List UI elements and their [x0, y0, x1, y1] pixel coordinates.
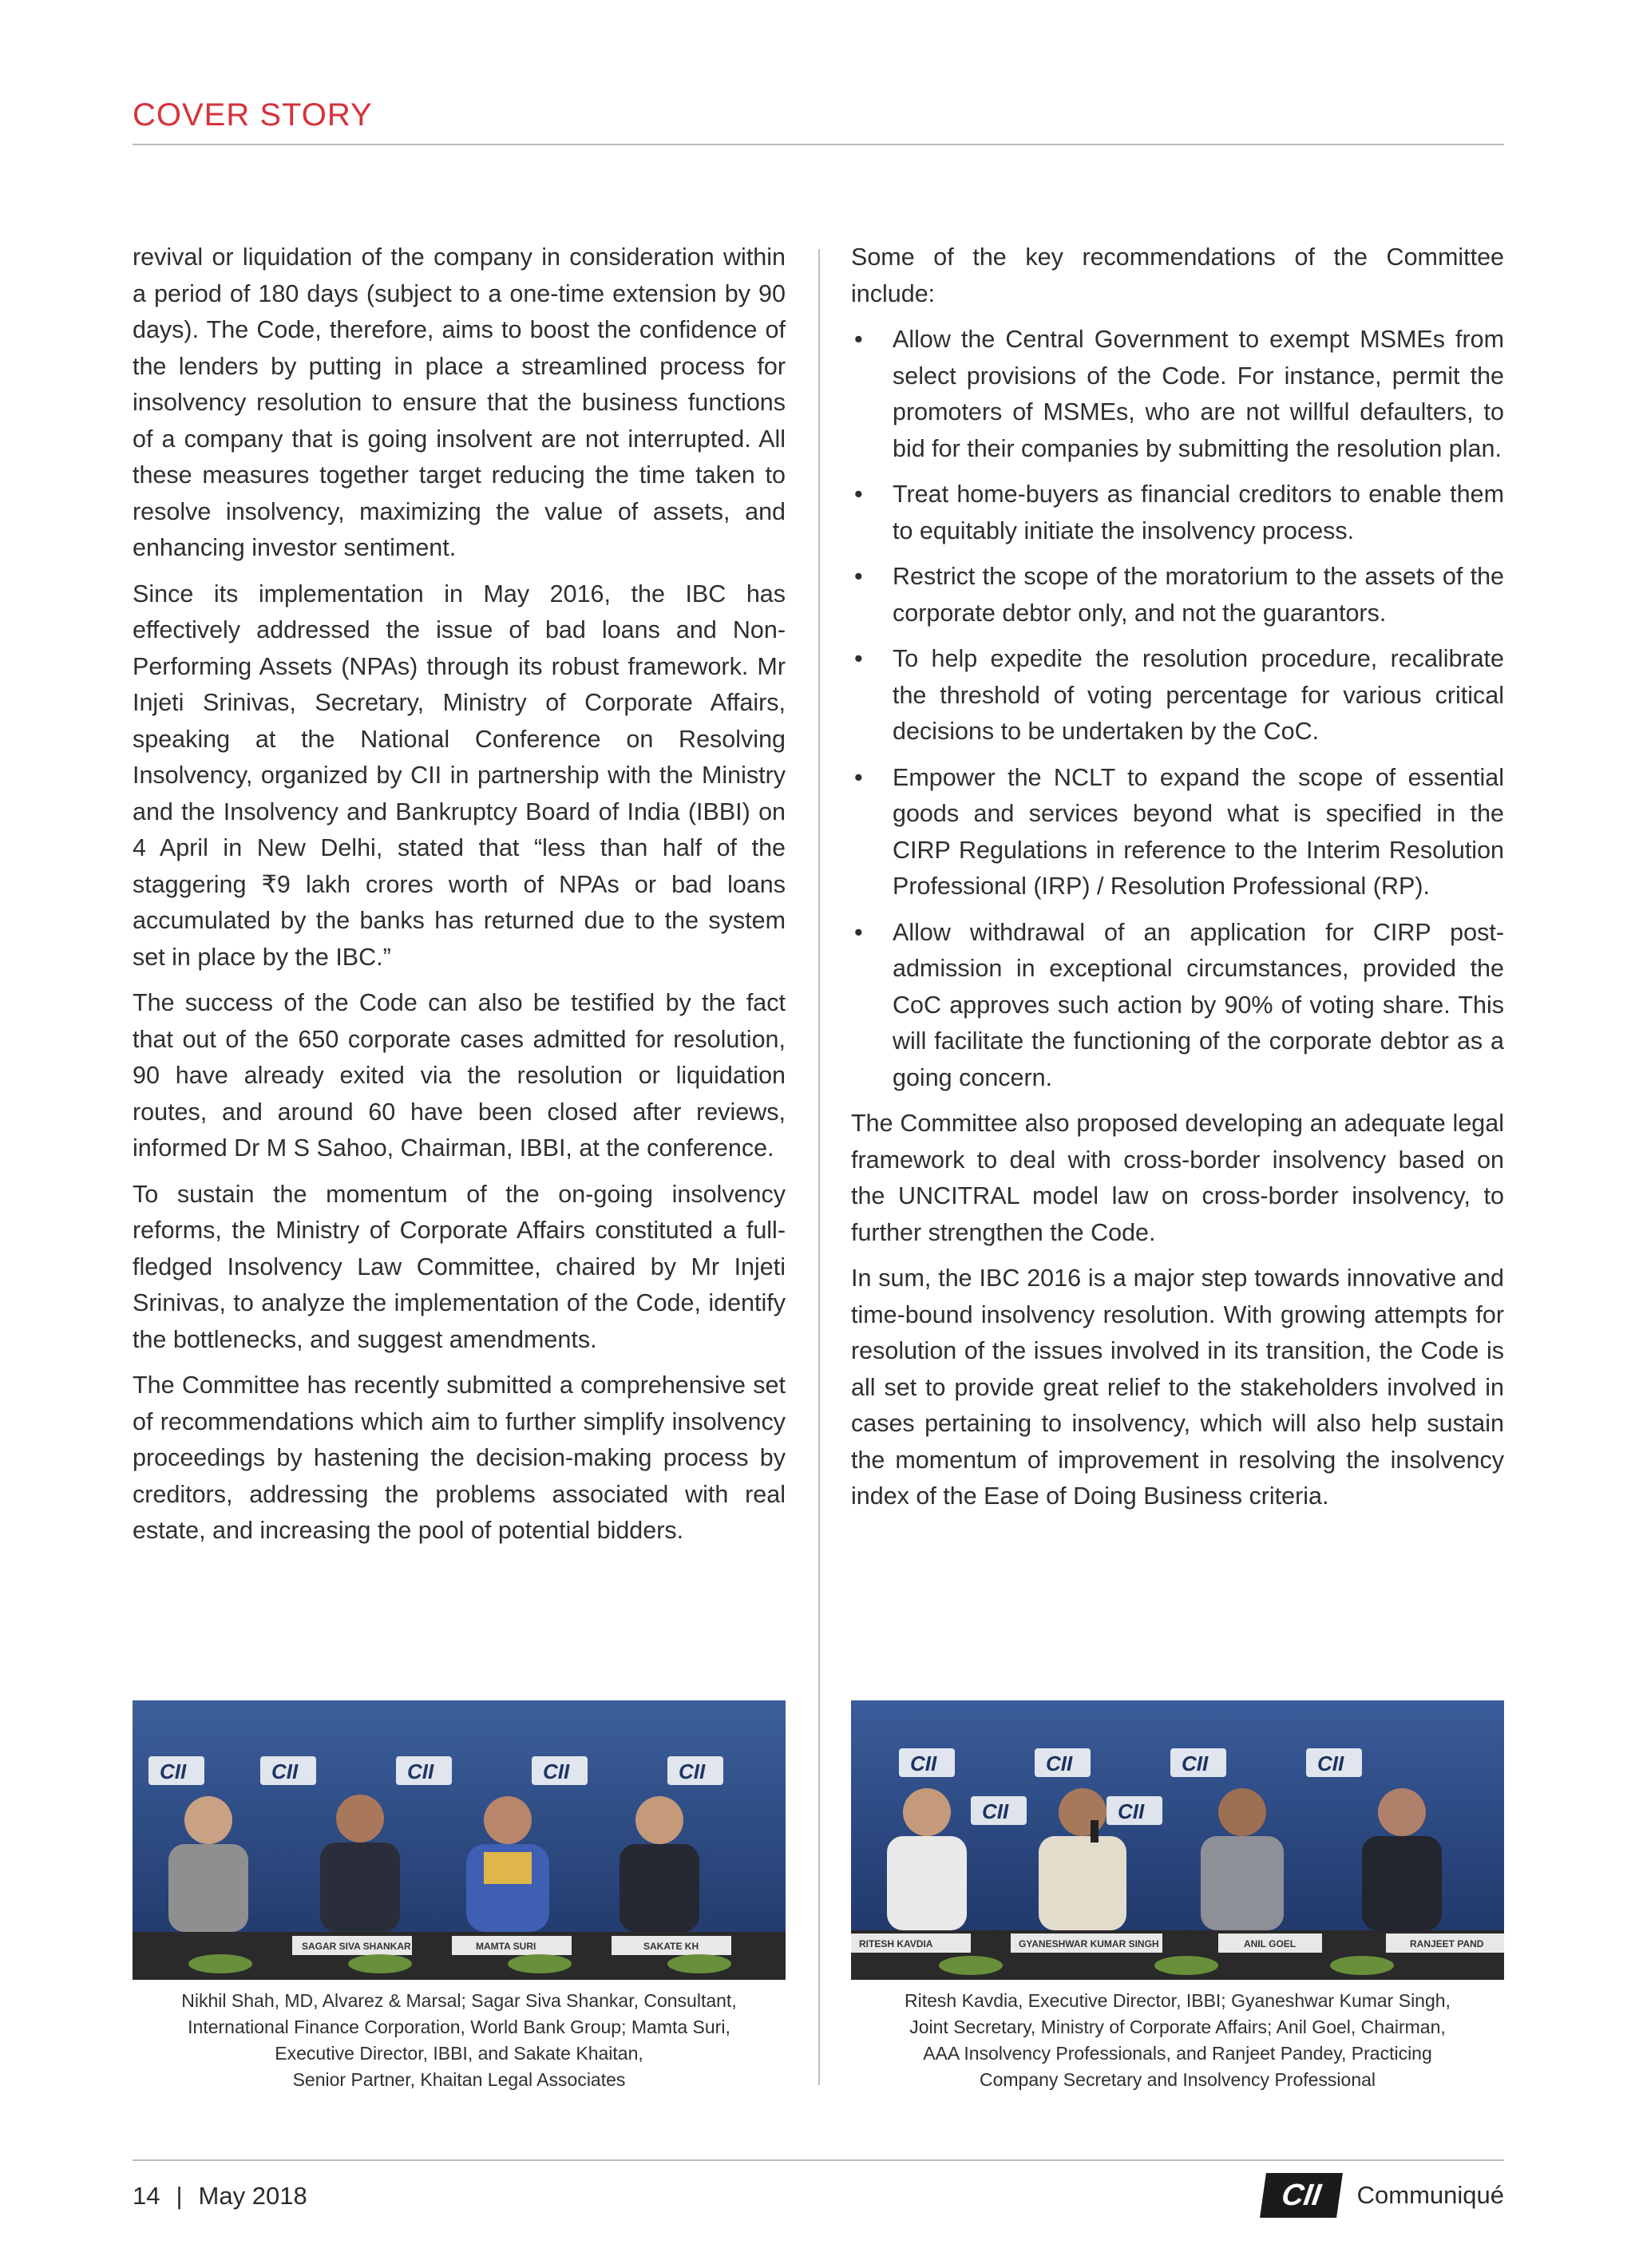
bullet-icon: •	[854, 645, 863, 672]
footer-page-info	[133, 2182, 307, 2211]
backdrop-logo: CII	[407, 1759, 434, 1783]
footer-brand	[1263, 2173, 1504, 2218]
footer-separator: |	[176, 2182, 183, 2210]
paragraph: The Committee also proposed developing an adequate legal framework to deal with cross-border insolvency based on the UNCITRAL model law on cross-border insolvency, to further strengthen the Code.	[851, 1110, 1504, 1246]
backdrop-logo: CII	[543, 1759, 570, 1783]
nameplate: GYANESHWAR KUMAR SINGH	[1019, 1938, 1159, 1949]
list-item	[851, 641, 1504, 750]
list-item-text: Allow the Central Government to exempt MSMEs from select provisions of the Code. For instance, permit the promoters of MSMEs, who are not willful defaulters, to bid for their companies by submitting the resolution plan.	[893, 326, 1504, 462]
backdrop-logo: CII	[679, 1759, 706, 1783]
bullet-icon: •	[854, 563, 863, 590]
list-item	[851, 477, 1504, 549]
backdrop-logo: CII	[1118, 1799, 1145, 1823]
panel-photo-right	[851, 1700, 1504, 1980]
paragraph: In sum, the IBC 2016 is a major step towards innovative and time-bound insolvency resolution. With growing attempts for resolution of the issues involved in its transition, the Code is all set to provide great relief to the stakeholders involved in cases pertaining to insolvency, which will also help sustain the momentum of improvement in resolving the insolvency index of the Ease of Doing Business criteria.	[851, 1265, 1504, 1510]
nameplate: SAKATE KH	[643, 1941, 699, 1952]
caption-line: Company Secretary and Insolvency Professional	[979, 2069, 1376, 2090]
issue-date: May 2018	[198, 2182, 307, 2210]
bullet-icon: •	[854, 763, 863, 791]
header-rule	[133, 144, 1504, 145]
backdrop-logo: CII	[982, 1799, 1009, 1823]
panel-photo-left-illustration	[133, 1700, 786, 1980]
backdrop-logo: CII	[1317, 1751, 1344, 1775]
paragraph: The success of the Code can also be testified by the fact that out of the 650 corporate cases admitted for resolution, 90 have already exited via the resolution or liquidation routes, and around 60 have been closed after reviews, informed Dr M S Sahoo, Chairman, IBBI, at the conference.	[133, 989, 786, 1162]
list-item-text: Treat home-buyers as financial creditors to enable them to equitably initiate the insolvency process.	[893, 481, 1504, 544]
photo-caption-left	[133, 1988, 786, 2093]
caption-line: International Finance Corporation, World Bank Group; Mamta Suri,	[188, 2017, 730, 2037]
cii-logo-icon: CII	[1260, 2173, 1343, 2218]
publication-name: Communiqué	[1356, 2181, 1504, 2209]
backdrop-logo: CII	[1182, 1751, 1209, 1775]
list-item-text: Allow withdrawal of an application for CIRP post-admission in exceptional circumstances, provided the CoC approves such action by 90% of voting share. This will facilitate the functioning of the corporate debtor as a going concern.	[893, 918, 1504, 1091]
photo-caption-right	[851, 1988, 1504, 2093]
backdrop-logo: CII	[271, 1759, 299, 1783]
list-item-text: Empower the NCLT to expand the scope of essential goods and services beyond what is specified in the CIRP Regulations in reference to the Interim Resolution Professional (IRP) / Resolution Professional (RP).	[893, 763, 1504, 900]
list-item	[851, 559, 1504, 631]
left-column	[133, 239, 786, 1559]
nameplate: RANJEET PAND	[1410, 1938, 1484, 1949]
nameplate: MAMTA SURI	[476, 1941, 536, 1952]
paragraph: revival or liquidation of the company in consideration within a period of 180 days (subject to a one-time extension by 90 days). The Code, therefore, aims to boost the confidence of the lenders by putting in place a streamlined process for insolvency resolution to ensure that the business functions of a company that is going insolvent are not interrupted. All these measures together target reducing the time taken to resolve insolvency, maximizing the value of assets, and enhancing investor sentiment.	[133, 243, 786, 561]
nameplate: SAGAR SIVA SHANKAR	[302, 1941, 411, 1952]
footer-rule	[133, 2159, 1504, 2161]
paragraph: The Committee has recently submitted a comprehensive set of recommendations which aim to further simplify insolvency proceedings by hastening the decision-making process by creditors, addressing the problems associated with real estate, and increasing the pool of potential bidders.	[133, 1371, 786, 1544]
recommendations-intro: Some of the key recommendations of the Committee include:	[851, 243, 1504, 307]
backdrop-logo: CII	[160, 1759, 187, 1783]
list-item-text: Restrict the scope of the moratorium to the assets of the corporate debtor only, and not the guarantors.	[893, 563, 1504, 627]
list-item	[851, 322, 1504, 467]
section-label: COVER STORY	[133, 97, 373, 133]
backdrop-logo: CII	[1046, 1751, 1073, 1775]
panel-photo-right-illustration	[851, 1700, 1504, 1980]
caption-line: Joint Secretary, Ministry of Corporate Affairs; Anil Goel, Chairman,	[909, 2017, 1446, 2037]
caption-line: Nikhil Shah, MD, Alvarez & Marsal; Sagar Siva Shankar, Consultant,	[181, 1990, 737, 2011]
paragraph: To sustain the momentum of the on-going insolvency reforms, the Ministry of Corporate Affairs constituted a full-fledged Insolvency Law Committee, chaired by Mr Injeti Srinivas, to analyze the implementation of the Code, identify the bottlenecks, and suggest amendments.	[133, 1180, 786, 1353]
caption-line: AAA Insolvency Professionals, and Ranjeet Pandey, Practicing	[923, 2043, 1432, 2064]
backdrop-logo: CII	[910, 1751, 937, 1775]
bullet-icon: •	[854, 326, 863, 353]
caption-line: Senior Partner, Khaitan Legal Associates	[292, 2069, 626, 2090]
list-item-text: To help expedite the resolution procedure, recalibrate the threshold of voting percentage for various critical decisions to be undertaken by the CoC.	[893, 645, 1504, 745]
panel-photo-left	[133, 1700, 786, 1980]
list-item	[851, 760, 1504, 905]
list-item	[851, 915, 1504, 1097]
right-column	[851, 239, 1504, 1525]
page-number: 14	[133, 2182, 160, 2210]
nameplate: RITESH KAVDIA	[859, 1938, 933, 1949]
nameplate: ANIL GOEL	[1244, 1938, 1297, 1949]
recommendations-list	[851, 322, 1504, 1096]
bullet-icon: •	[854, 481, 863, 508]
column-divider	[818, 249, 820, 2085]
paragraph: Since its implementation in May 2016, the IBC has effectively addressed the issue of bad loans and Non-Performing Assets (NPAs) through its robust framework. Mr Injeti Srinivas, Secretary, Ministry of Corporate Affairs, speaking at the National Conference on Resolving Insolvency, organized by CII in partnership with the Ministry and the Insolvency and Bankruptcy Board of India (IBBI) on 4 April in New Delhi, stated that “less than half of the staggering ₹9 lakh crores worth of NPAs or bad loans accumulated by the banks has returned due to the system set in place by the IBC.”	[133, 580, 786, 971]
caption-line: Executive Director, IBBI, and Sakate Khaitan,	[275, 2043, 643, 2064]
bullet-icon: •	[854, 918, 863, 946]
caption-line: Ritesh Kavdia, Executive Director, IBBI; Gyaneshwar Kumar Singh,	[905, 1990, 1451, 2011]
